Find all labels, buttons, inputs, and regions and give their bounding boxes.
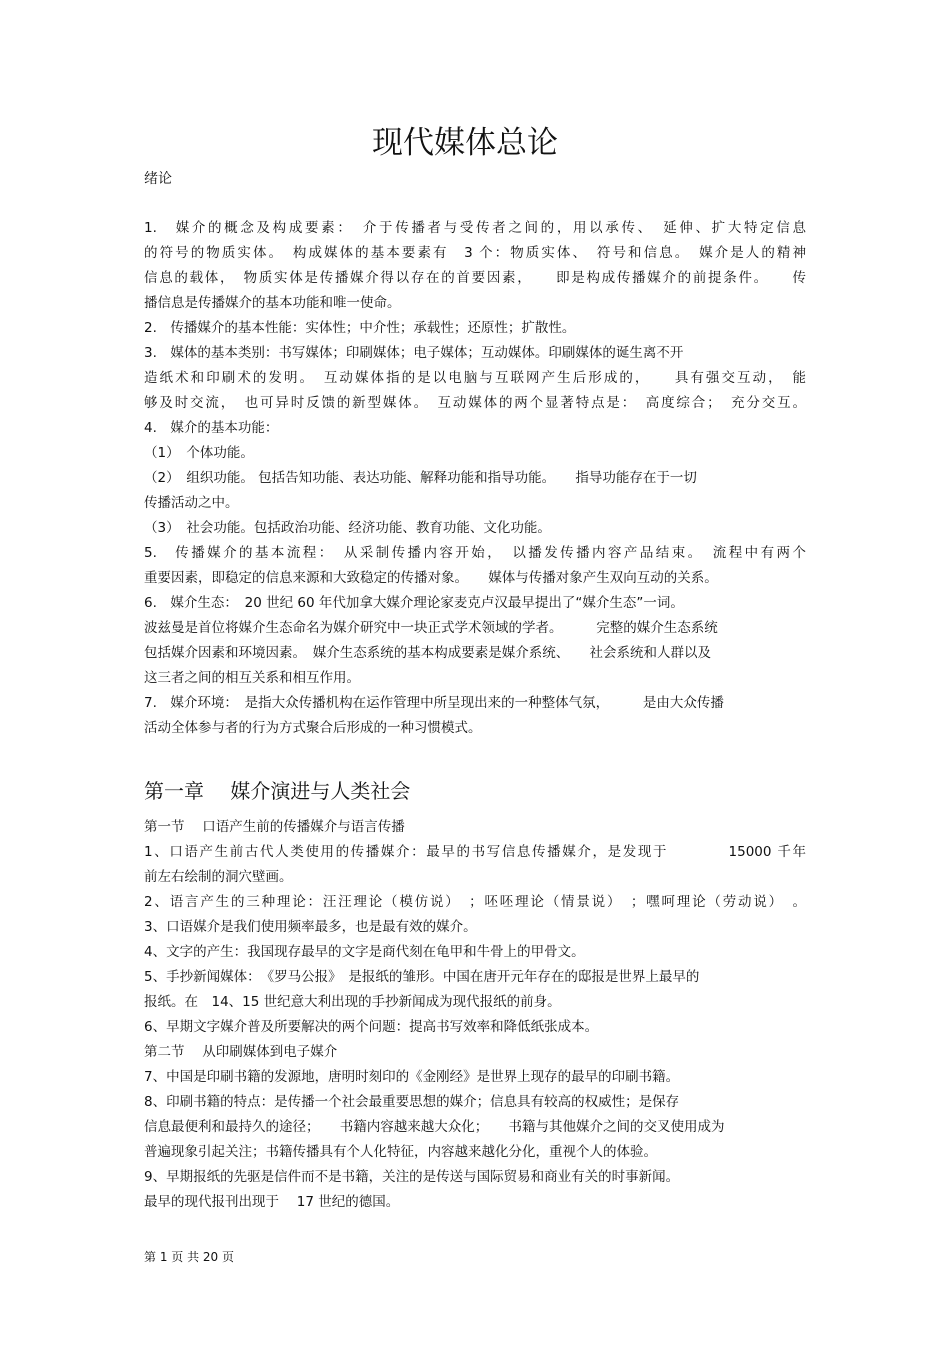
preface-heading: 绪论 <box>144 171 172 187</box>
text-line: 报纸。在 14、15 世纪意大利出现的手抄新闻成为现代报纸的前身。 <box>144 994 561 1010</box>
document-title: 现代媒体总论 <box>372 125 558 161</box>
text-line: 7、中国是印刷书籍的发源地，唐明时刻印的《金刚经》是世界上现存的最早的印刷书籍。 <box>144 1069 680 1085</box>
text-line: 造纸术和印刷术的发明。 互动媒体指的是以电脑与互联网产生后形成的， 具有强交互动， 能 <box>144 370 806 386</box>
text-line: 7. 媒介环境： 是指大众传播机构在运作管理中所呈现出来的一种整体气氛， 是由大众传播 <box>144 695 724 711</box>
chapter-heading: 第一章 媒介演进与人类社会 <box>144 779 411 803</box>
text-line: 1、口语产生前古代人类使用的传播媒介：最早的书写信息传播媒介，是发现于 15000 千年 <box>144 844 806 860</box>
text-line: 2. 传播媒介的基本性能：实体性；中介性；承载性；还原性；扩散性。 <box>144 320 576 336</box>
text-line: 活动全体参与者的行为方式聚合后形成的一种习惯模式。 <box>144 720 482 736</box>
text-line: （2） 组织功能。 包括告知功能、表达功能、解释功能和指导功能。 指导功能存在于一切 <box>144 470 697 486</box>
chapter-section <box>144 815 806 1215</box>
text-line: （3） 社会功能。包括政治功能、经济功能、教育功能、文化功能。 <box>144 520 551 536</box>
text-line: 1. 媒介的概念及构成要素： 介于传播者与受传者之间的，用以承传、 延伸、扩大特定信息 <box>144 220 806 236</box>
text-line: 3、口语媒介是我们使用频率最多，也是最有效的媒介。 <box>144 919 477 935</box>
text-line: 6. 媒介生态： 20 世纪 60 年代加拿大媒介理论家麦克卢汉最早提出了“媒介生态”一词。 <box>144 595 684 611</box>
text-line: 传播活动之中。 <box>144 495 239 511</box>
text-line: 4、文字的产生：我国现存最早的文字是商代刻在龟甲和牛骨上的甲骨文。 <box>144 944 585 960</box>
text-line: 波兹曼是首位将媒介生态命名为媒介研究中一块正式学术领域的学者。 完整的媒介生态系统 <box>144 620 718 636</box>
text-line: 包括媒介因素和环境因素。 媒介生态系统的基本构成要素是媒介系统、 社会系统和人群以及 <box>144 645 711 661</box>
text-line: 的符号的物质实体。 构成媒体的基本要素有 3 个：物质实体、 符号和信息。 媒介是人的精神 <box>144 245 806 261</box>
text-line: 5、手抄新闻媒体： 《罗马公报》 是报纸的雏形。中国在唐开元年存在的邸报是世界上最早的 <box>144 969 700 985</box>
intro-section <box>144 216 806 741</box>
text-line: 2、语言产生的三种理论：汪汪理论（模仿说） ；呸呸理论（情景说） ；嘿呵理论（劳动说） 。 <box>144 894 806 910</box>
text-line: 够及时交流， 也可异时反馈的新型媒体。 互动媒体的两个显著特点是： 高度综合； 充分交互。 <box>144 395 806 411</box>
text-line: 信息的载体， 物质实体是传播媒介得以存在的首要因素， 即是构成传播媒介的前提条件。 传 <box>144 270 806 286</box>
text-line: 8、印刷书籍的特点：是传播一个社会最重要思想的媒介；信息具有较高的权威性；是保存 <box>144 1094 680 1110</box>
text-line: （1） 个体功能。 <box>144 445 254 461</box>
text-line: 前左右绘制的洞穴壁画。 <box>144 869 293 885</box>
text-line: 5. 传播媒介的基本流程： 从采制传播内容开始， 以播发传播内容产品结束。 流程中有两个 <box>144 545 806 561</box>
text-line: 这三者之间的相互关系和相互作用。 <box>144 670 360 686</box>
page-footer: 第 1 页 共 20 页 <box>144 1250 234 1264</box>
text-line: 9、早期报纸的先驱是信件而不是书籍，关注的是传送与国际贸易和商业有关的时事新闻。 <box>144 1169 680 1185</box>
text-line: 3. 媒体的基本类别：书写媒体；印刷媒体；电子媒体；互动媒体。印刷媒体的诞生离不开 <box>144 345 684 361</box>
text-line: 播信息是传播媒介的基本功能和唯一使命。 <box>144 295 401 311</box>
text-line: 信息最便利和最持久的途径； 书籍内容越来越大众化； 书籍与其他媒介之间的交叉使用成为 <box>144 1119 725 1135</box>
text-line: 最早的现代报刊出现于 17 世纪的德国。 <box>144 1194 400 1210</box>
text-line: 重要因素，即稳定的信息来源和大致稳定的传播对象。 媒体与传播对象产生双向互动的关系。 <box>144 570 718 586</box>
text-line: 普遍现象引起关注；书籍传播具有个人化特征，内容越来越化分化，重视个人的体验。 <box>144 1144 657 1160</box>
text-line: 6、早期文字媒介普及所要解决的两个问题：提高书写效率和降低纸张成本。 <box>144 1019 599 1035</box>
text-line: 第一节 口语产生前的传播媒介与语言传播 <box>144 819 405 835</box>
text-line: 4. 媒介的基本功能： <box>144 420 279 436</box>
text-line: 第二节 从印刷媒体到电子媒介 <box>144 1044 338 1060</box>
